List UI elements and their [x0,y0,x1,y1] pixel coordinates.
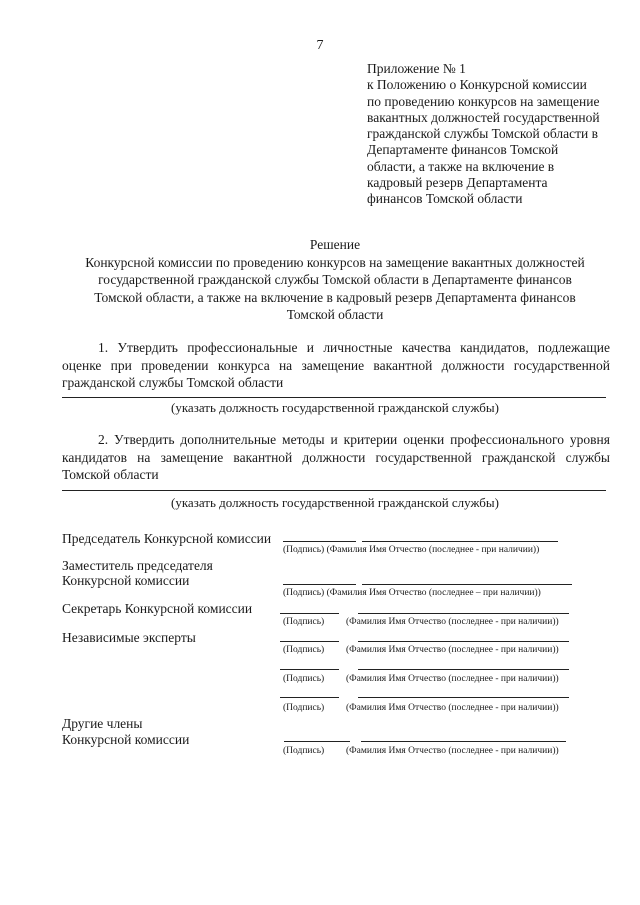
appendix-line: кадровый резерв Департамента [367,175,548,191]
decision-subtitle-line: Конкурсной комиссии по проведению конкурсов на замещение вакантных должностей [85,254,585,270]
appendix-line: по проведению конкурсов на замещение [367,93,600,109]
secretary-label: Секретарь Конкурсной комиссии [62,601,253,616]
signature-line [280,641,339,642]
name-caption: (Фамилия Имя Отчество (последнее - при наличии)) [346,617,559,627]
signature-line [280,613,339,614]
signature-line [280,697,339,698]
deputy-label-line2: Конкурсной комиссии [62,573,190,588]
item-1-line: оценке при проведении конкурса на замещение вакантной должности государственной [62,357,610,373]
item-1-line: 1. Утвердить профессиональные и личностные качества кандидатов, подлежащие [98,340,610,355]
page-number: 7 [316,38,324,53]
item-2-line: 2. Утвердить дополнительные методы и критерии оценки профессионального уровня [98,432,610,447]
signature-caption: (Подпись) [283,617,325,627]
item-2-blank-line [62,490,606,491]
others-label-line2: Конкурсной комиссии [62,732,190,747]
item-2-hint: (указать должность государственной гражданской службы) [170,495,499,510]
signature-caption: (Подпись) [283,703,325,713]
signature-caption: (Подпись) [283,674,325,684]
name-line [362,584,572,585]
appendix-line: финансов Томской области [367,191,523,207]
name-caption: (Фамилия Имя Отчество (последнее - при наличии)) [346,703,559,713]
appendix-line: Приложение № 1 [367,61,466,76]
name-line [358,697,569,698]
deputy-label-line1: Заместитель председателя [62,558,213,573]
item-2-line: Томской области [62,467,159,482]
chairman-label: Председатель Конкурсной комиссии [62,531,272,546]
signature-caption: (Подпись) [283,746,325,756]
signature-caption: (Подпись) (Фамилия Имя Отчество (последнее - при наличии)) [283,545,540,555]
others-label-line1: Другие члены [62,716,143,731]
item-2 [62,431,610,484]
signature-caption: (Подпись) (Фамилия Имя Отчество (последнее – при наличии)) [283,588,541,598]
signature-line [284,741,350,742]
name-caption: (Фамилия Имя Отчество (последнее - при наличии)) [346,645,559,655]
signature-caption: (Подпись) [283,645,325,655]
appendix-line: к Положению о Конкурсной комиссии [367,77,587,93]
appendix-header [367,61,622,208]
appendix-line: области, а также на включение в [367,158,555,174]
item-1 [62,339,610,392]
name-line [358,613,569,614]
decision-subtitle-line: Томской области, а также на включение в кадровый резерв Департамента финансов [94,289,576,305]
item-1-line: гражданской службы Томской области [62,375,284,390]
decision-subtitle-line: Томской области [286,307,384,322]
signature-line [283,584,356,585]
decision-heading: Решение [309,237,361,252]
name-line [362,541,558,542]
appendix-line: Департаменте финансов Томской [367,142,559,158]
item-1-hint: (указать должность государственной гражданской службы) [170,400,499,415]
appendix-line: вакантных должностей государственной [367,109,600,125]
signature-line [283,541,356,542]
signature-line [280,669,339,670]
decision-subtitle-line: государственной гражданской службы Томской области в Департаменте финансов [98,272,572,287]
name-line [358,641,569,642]
name-caption: (Фамилия Имя Отчество (последнее - при наличии)) [346,674,559,684]
name-line [358,669,569,670]
item-2-line: кандидатов на замещение вакантной должности государственной гражданской службы [62,449,610,465]
name-caption: (Фамилия Имя Отчество (последнее - при наличии)) [346,746,559,756]
name-line [361,741,566,742]
item-1-blank-line [62,397,606,398]
decision-title [55,236,615,324]
experts-label: Независимые эксперты [62,630,196,645]
appendix-line: гражданской службы Томской области в [367,126,599,142]
